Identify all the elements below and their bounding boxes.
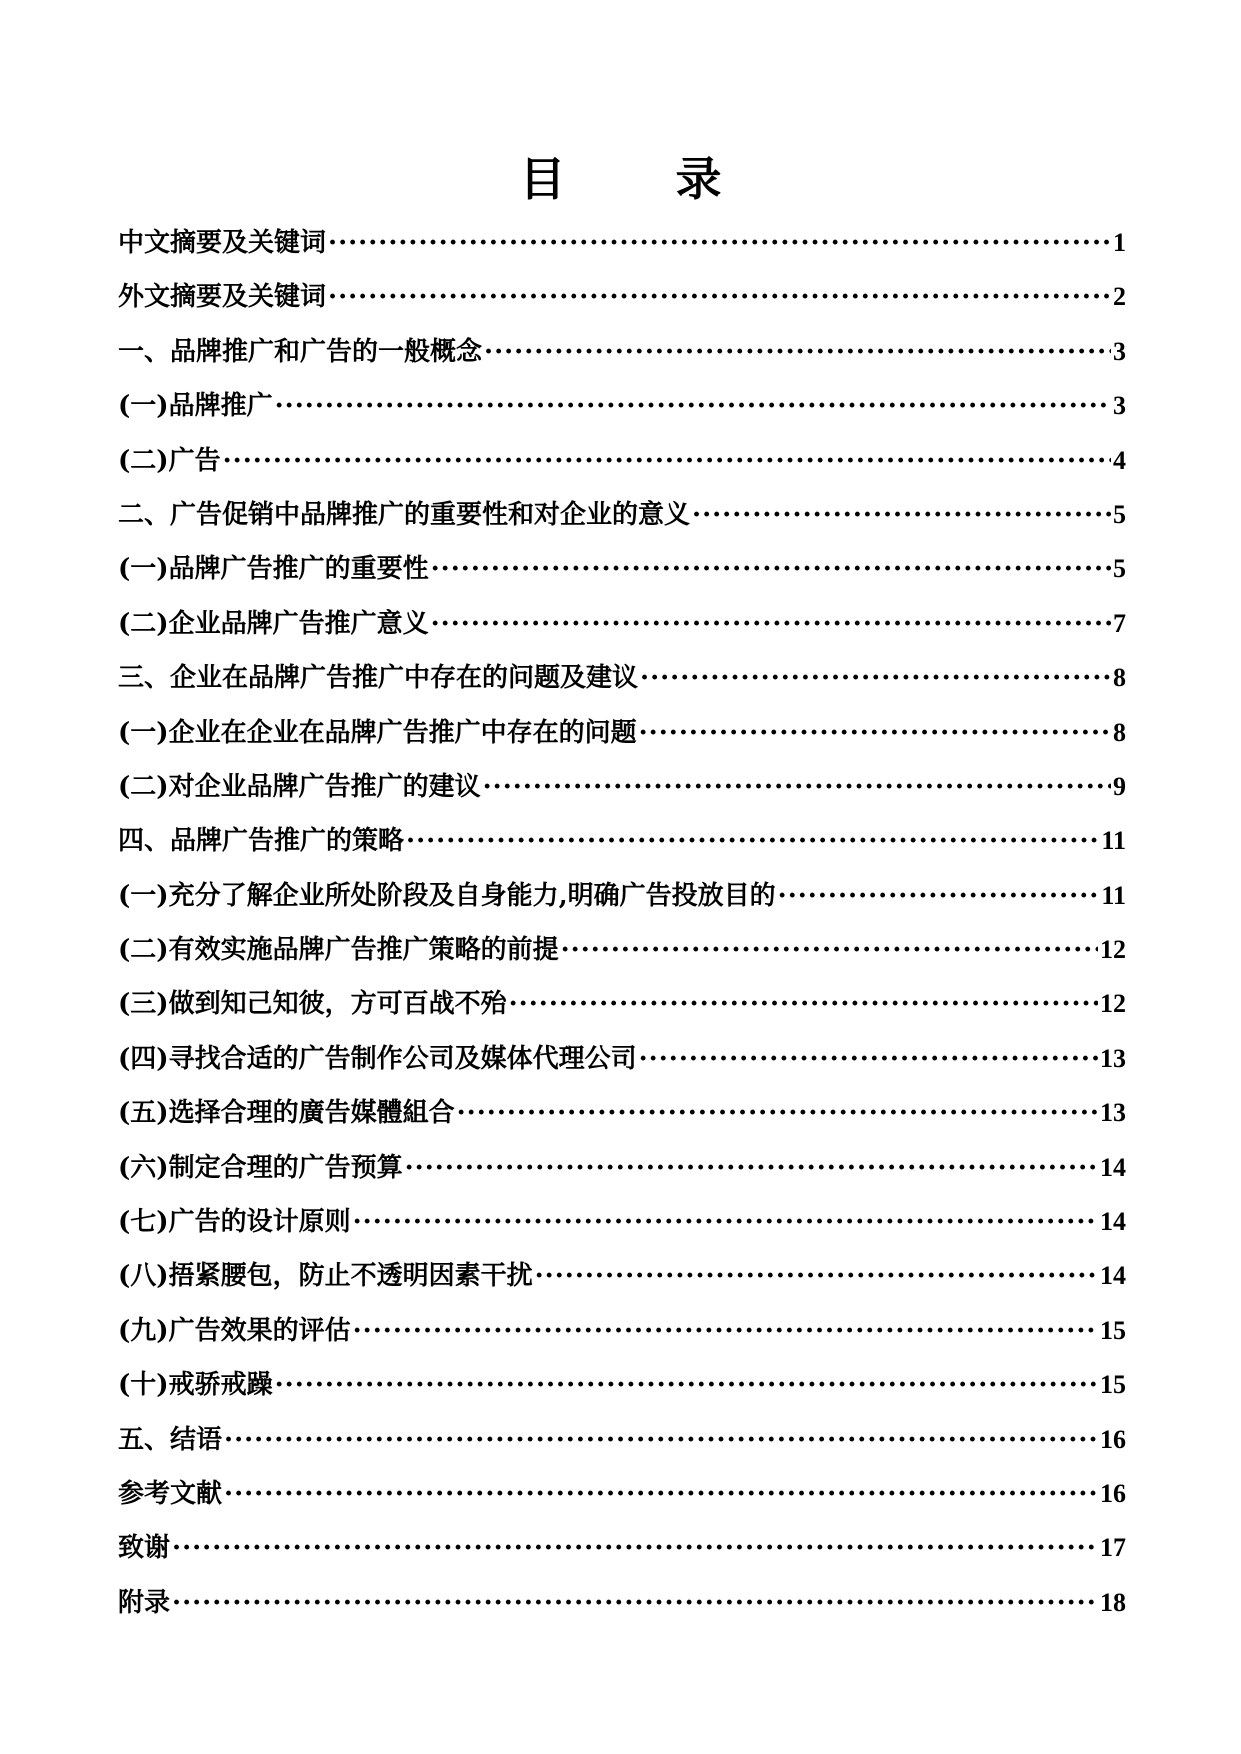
toc-leader (509, 977, 1098, 1031)
toc-entry-page: 14 (1100, 1152, 1126, 1182)
toc-entry-label: (五)选择合理的廣告媒體組合 (118, 1098, 455, 1129)
toc-leader (640, 651, 1111, 705)
toc-leader (692, 488, 1111, 542)
toc-leader (457, 1086, 1098, 1140)
toc-leader (172, 1576, 1098, 1630)
toc-entry-label: (四)寻找合适的广告制作公司及媒体代理公司 (118, 1043, 637, 1074)
toc-entry-page: 12 (1100, 989, 1126, 1019)
page-title (0, 149, 1241, 209)
toc-entry-page: 7 (1113, 608, 1126, 638)
toc-entry[interactable] (118, 651, 1126, 705)
toc-entry-page: 16 (1100, 1424, 1126, 1454)
toc-entry-page: 15 (1100, 1315, 1126, 1345)
toc-leader (353, 1195, 1098, 1249)
toc-entry-page: 14 (1100, 1207, 1126, 1237)
toc-entry-page: 13 (1100, 1043, 1126, 1073)
toc-entry-label: (一)品牌广告推广的重要性 (118, 554, 429, 585)
toc-leader (406, 814, 1099, 868)
toc-entry-page: 8 (1113, 663, 1126, 693)
toc-entry-page: 5 (1113, 554, 1126, 584)
toc-entry-page: 14 (1100, 1261, 1126, 1291)
toc-entry-page: 2 (1113, 282, 1126, 312)
toc-entry[interactable] (118, 1032, 1126, 1086)
toc-leader (639, 706, 1111, 760)
toc-leader (405, 1141, 1098, 1195)
toc-entry[interactable] (118, 379, 1126, 433)
toc-entry[interactable] (118, 1249, 1126, 1303)
toc-entry-label: (七)广告的设计原则 (118, 1207, 351, 1238)
toc-entry[interactable] (118, 1086, 1126, 1140)
toc-leader (275, 1358, 1098, 1412)
toc-entry[interactable] (118, 1521, 1126, 1575)
toc-entry-page: 13 (1100, 1098, 1126, 1128)
table-of-contents (118, 216, 1126, 1630)
toc-entry-page: 15 (1100, 1370, 1126, 1400)
toc-entry-label: 三、企业在品牌广告推广中存在的问题及建议 (118, 663, 639, 694)
toc-entry-label: 外文摘要及关键词 (118, 282, 327, 313)
toc-leader (535, 1249, 1098, 1303)
toc-entry-label: (一)充分了解企业所处阶段及自身能力,明确广告投放目的 (118, 880, 776, 911)
toc-leader (224, 1467, 1098, 1521)
toc-entry-label: 附录 (118, 1587, 171, 1618)
toc-entry[interactable] (118, 1304, 1126, 1358)
toc-leader (172, 1521, 1098, 1575)
toc-entry[interactable] (118, 542, 1126, 596)
toc-entry-page: 11 (1101, 880, 1126, 910)
toc-leader (431, 597, 1111, 651)
toc-entry-label: (八)捂紧腰包，防止不透明因素干扰 (118, 1261, 533, 1292)
toc-entry[interactable] (118, 814, 1126, 868)
toc-entry-label: (二)广告 (118, 445, 221, 476)
toc-leader (431, 542, 1111, 596)
toc-entry-page: 3 (1113, 391, 1126, 421)
toc-entry[interactable] (118, 1413, 1126, 1467)
toc-leader (275, 379, 1111, 433)
toc-entry-label: (一)企业在企业在品牌广告推广中存在的问题 (118, 717, 637, 748)
toc-entry[interactable] (118, 869, 1126, 923)
toc-entry[interactable] (118, 1576, 1126, 1630)
toc-entry[interactable] (118, 923, 1126, 977)
toc-entry-label: (六)制定合理的广告预算 (118, 1152, 403, 1183)
toc-entry-page: 9 (1113, 771, 1126, 801)
toc-entry-page: 3 (1113, 336, 1126, 366)
toc-entry[interactable] (118, 434, 1126, 488)
toc-entry-page: 16 (1100, 1478, 1126, 1508)
toc-entry-label: 五、结语 (118, 1424, 223, 1455)
toc-leader (224, 1413, 1098, 1467)
toc-leader (484, 325, 1111, 379)
toc-entry-page: 18 (1100, 1587, 1126, 1617)
toc-entry[interactable] (118, 760, 1126, 814)
toc-entry-label: 一、品牌推广和广告的一般概念 (118, 336, 483, 367)
toc-leader (223, 434, 1111, 488)
toc-entry-page: 5 (1113, 499, 1126, 529)
toc-entry-label: (二)有效实施品牌广告推广策略的前提 (118, 935, 559, 966)
toc-entry-label: 致谢 (118, 1533, 171, 1564)
toc-entry-label: 参考文献 (118, 1478, 223, 1509)
toc-entry-label: 中文摘要及关键词 (118, 228, 327, 258)
toc-entry-label: (二)对企业品牌广告推广的建议 (118, 771, 481, 802)
toc-entry[interactable] (118, 270, 1126, 324)
toc-entry-label: 四、品牌广告推广的策略 (118, 826, 405, 857)
page-title-char-1: 目 (519, 151, 566, 206)
toc-entry[interactable] (118, 216, 1126, 270)
toc-leader (328, 270, 1111, 324)
toc-entry[interactable] (118, 597, 1126, 651)
toc-entry-page: 1 (1113, 228, 1126, 257)
toc-leader (561, 923, 1098, 977)
toc-entry-page: 11 (1101, 826, 1126, 856)
toc-entry-label: 二、广告促销中品牌推广的重要性和对企业的意义 (118, 499, 691, 530)
toc-entry[interactable] (118, 488, 1126, 542)
toc-entry-page: 12 (1100, 935, 1126, 965)
page-title-char-2: 录 (675, 151, 722, 206)
toc-entry[interactable] (118, 1358, 1126, 1412)
toc-entry-page: 4 (1113, 445, 1126, 475)
toc-leader (639, 1032, 1098, 1086)
toc-entry-label: (九)广告效果的评估 (118, 1315, 351, 1346)
toc-entry-label: (一)品牌推广 (118, 391, 273, 422)
toc-leader (483, 760, 1111, 814)
toc-leader (353, 1304, 1098, 1358)
toc-leader (328, 216, 1111, 270)
toc-entry[interactable] (118, 977, 1126, 1031)
toc-entry-label: (十)戒骄戒躁 (118, 1370, 273, 1401)
toc-entry-page: 17 (1100, 1533, 1126, 1563)
toc-entry[interactable] (118, 325, 1126, 379)
toc-entry-label: (二)企业品牌广告推广意义 (118, 608, 429, 639)
toc-entry-page: 8 (1113, 717, 1126, 747)
toc-entry[interactable] (118, 1195, 1126, 1249)
toc-entry[interactable] (118, 1141, 1126, 1195)
toc-entry[interactable] (118, 706, 1126, 760)
toc-leader (778, 869, 1100, 923)
toc-entry-label: (三)做到知己知彼，方可百战不殆 (118, 989, 507, 1020)
toc-entry[interactable] (118, 1467, 1126, 1521)
